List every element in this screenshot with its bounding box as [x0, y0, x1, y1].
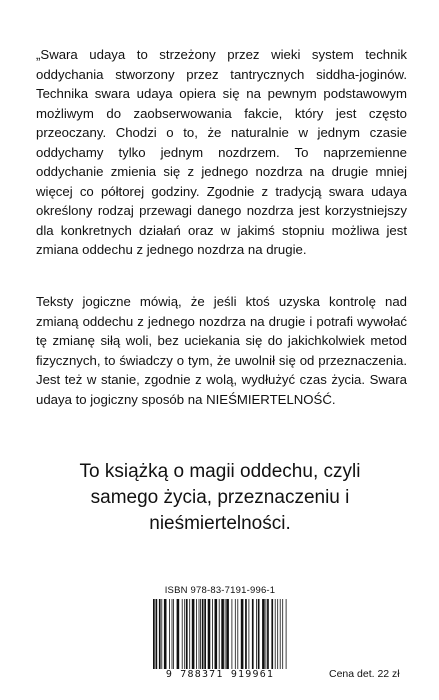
- barcode-bar: [277, 599, 278, 669]
- barcode-bar: [249, 599, 250, 669]
- barcode-bar: [275, 599, 276, 669]
- tagline: To książką o magii oddechu, czyli samego życia, przeznaczeniu i nieśmiertelności.: [79, 461, 361, 534]
- barcode-bar: [196, 599, 197, 669]
- barcode-bar: [199, 599, 200, 669]
- barcode-bar: [184, 599, 185, 669]
- barcode-bar: [169, 599, 170, 669]
- barcode-bar: [159, 599, 161, 669]
- barcode-bar: [258, 599, 260, 669]
- barcode-bar: [219, 599, 220, 669]
- barcode-bar: [164, 599, 167, 669]
- price-label: Cena det. 22 zł: [329, 668, 400, 680]
- barcode-bar: [232, 599, 233, 669]
- barcode-bar: [182, 599, 183, 669]
- barcode-bar: [177, 599, 180, 669]
- barcode-bar: [280, 599, 281, 669]
- barcode-bar: [225, 599, 226, 669]
- barcode: [147, 581, 293, 687]
- description-paragraph-2: Teksty jogiczne mówią, że jeśli ktoś uzyska kontrolę nad zmianą oddechu z jednego nozdrza na drugie i potrafi wywołać tę zmianę siłą woli, bez uciekania się do jakichkolwiek metod fizycznych, to świadczy o tym, że uwolnił się od przeznaczenia. Jest też w stanie, zgodnie z wolą, wydłużyć czas życia. Swara udaya to jogiczny sposób na NIEŚMIERTELNOŚĆ.: [36, 294, 407, 407]
- barcode-bars: [151, 599, 289, 669]
- barcode-bar: [156, 599, 158, 669]
- barcode-bar: [161, 599, 162, 669]
- description-paragraph-1: „Swara udaya to strzeżony przez wieki system technik oddychania stworzony przez tantrycznych siddha-joginów. Technika swara udaya opiera się na pewnym podstawowym możliwym do zaobserwowania fakcie, który jest często przeoczany. Chodzi o to, że naturalnie w jednym czasie oddychamy tylko jednym nozdrzem. To naprzemienne oddychanie zmienia się z jednego nozdrza na drugie mniej więcej co półtorej godziny. Zgodnie z tradycją swara udaya określony rodzaj przewagi danego nozdrza jest korzystniejszy dla konkretnych działań oraz w jakimś stopniu możliwa jest zmiana oddechu z jednego nozdrza na drugie.: [36, 47, 407, 257]
- barcode-bar: [172, 599, 173, 669]
- barcode-bar: [173, 599, 174, 669]
- barcode-bar: [241, 599, 244, 669]
- barcode-bar: [237, 599, 238, 669]
- barcode-bar: [208, 599, 211, 669]
- barcode-bar: [286, 599, 287, 669]
- barcode-bar: [204, 599, 206, 669]
- barcode-bar: [245, 599, 247, 669]
- barcode-bar: [267, 599, 269, 669]
- barcode-bar: [266, 599, 267, 669]
- barcode-bar: [189, 599, 190, 669]
- barcode-bar: [200, 599, 201, 669]
- barcode-digits: 9 788371 919961: [165, 669, 275, 680]
- barcode-bar: [235, 599, 236, 669]
- barcode-bar: [202, 599, 204, 669]
- barcode-bar: [282, 599, 283, 669]
- barcode-bar: [271, 599, 273, 669]
- barcode-bar: [212, 599, 213, 669]
- barcode-bar: [215, 599, 218, 669]
- barcode-bar: [192, 599, 195, 669]
- isbn-label: ISBN 978-83-7191-996-1: [164, 585, 276, 596]
- barcode-bar: [153, 599, 155, 669]
- barcode-bar: [226, 599, 229, 669]
- barcode-bar: [252, 599, 254, 669]
- barcode-bar: [186, 599, 188, 669]
- barcode-bar: [256, 599, 257, 669]
- barcode-bar: [221, 599, 224, 669]
- barcode-bar: [262, 599, 265, 669]
